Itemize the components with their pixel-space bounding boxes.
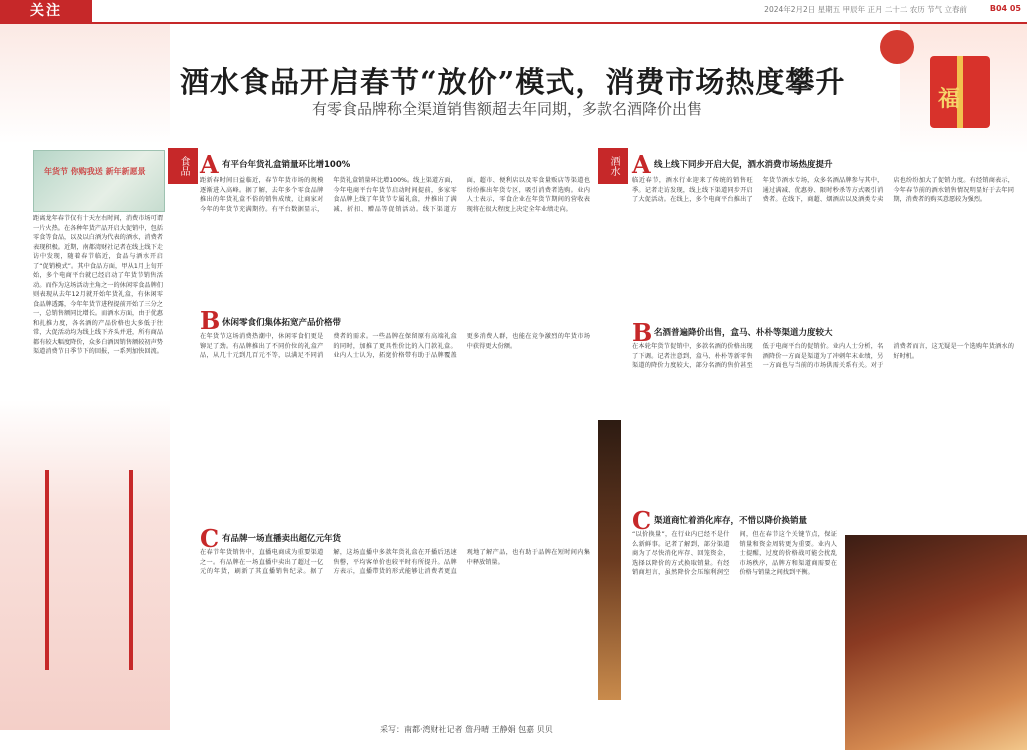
page-number: B04 05 <box>989 4 1021 13</box>
drinks-section-b-text: 在本轮年货节促销中，多款名酒的价格出现了下调。记者注意到，盒马、朴朴等新零售渠道的降价力度较大，部分名酒的售价甚至低于电商平台的促销价。业内人士分析，名酒降价一方面是渠道为了冲刺年末业绩，另一方面也与当前的市场供需关系有关。对于消费者而言，这无疑是一个选购年货酒水的好时机。 <box>632 343 1014 369</box>
fu-character-icon: 福 <box>938 86 961 112</box>
drinks-section-b-heading: 名酒普遍降价出售，盒马、朴朴等渠道力度较大 <box>654 328 833 338</box>
liquor-store-photo <box>845 535 1027 750</box>
drinks-section-a-letter: A <box>632 150 651 179</box>
drinks-section-b-letter: B <box>632 318 653 347</box>
drinks-section-a-text: 临近春节，酒水行业迎来了传统的销售旺季。记者走访发现，线上线下渠道同步开启了大促活动。在线上，多个电商平台推出了年货节酒水专场，众多名酒品牌参与其中，通过满减、优惠券、限时秒杀等方式吸引消费者。在线下，商超、烟酒店以及酒类专卖店也纷纷加大了促销力度。有经销商表示，今年春节前的酒水销售情况明显好于去年同期，消费者的购买意愿较为强烈。 <box>632 177 1014 203</box>
food-section-b-text: 在年货节这场消费热潮中，休闲零食们更是铆足了劲。有品牌推出了不同价位的礼盒产品，从几十元到几百元不等，以满足不同消费者的需求。一些品牌在保留原有高端礼盒的同时，加推了更具性价比的入门款礼盒。业内人士认为，拓宽价格带有助于品牌覆盖更多消费人群，也能在竞争激烈的年货市场中获得更大份额。 <box>200 333 590 359</box>
drinks-section-tag: 酒水 <box>598 148 628 184</box>
drinks-section-c-heading: 渠道商忙着消化库存，不惜以降价换销量 <box>654 516 808 526</box>
decor-left-top <box>0 24 170 144</box>
food-section-c-letter: C <box>200 524 220 553</box>
food-section-tag: 食品 <box>168 148 198 184</box>
food-section-b-letter: B <box>200 306 221 335</box>
lantern-icon <box>880 30 914 64</box>
food-section-c-heading: 有品牌一场直播卖出超亿元年货 <box>222 534 342 544</box>
sub-headline: 有零食品牌称全渠道销售额超去年同期，多款名酒降价出售 <box>312 100 703 118</box>
lead-photo <box>33 150 165 212</box>
sidebar-intro-text: 距离龙年春节仅有十天左右时间，消费市场可谓一片火热。在各种年货产品开启大促销中，包括零食等食品，以及以白酒为代表的酒水，消费者表现积极。近期，南都湾财社记者在线上线下走访中发现，随着春节临近，食品与酒水开启了“促销模式”。其中食品方面，甲从1月上旬开始，多个电商平台就已经启动了年货节销售活动。而作为这场活动主角之一的休闲零食品牌们则表现从去年12月就开始年货礼盒，有休闲零食品牌透露，今年年货节进程提前开始了三分之一，总销售额同比增长。而酒水方面，由于优惠和扎推力度，各名酒的产品价格也大多低于往常，大促活动均为线上线下齐头并进，所有商品都有较大幅度降价，众多白酒因销售额较初声势渠道消费节日季节下的回报，一系列加快回流。 <box>33 215 163 355</box>
lead-photo-caption: 年货节 你购我送 新年新愿景 <box>44 167 146 176</box>
food-section-a-heading: 有平台年货礼盒销量环比增100% <box>222 160 351 170</box>
food-section-b-heading: 休闲零食们集体拓宽产品价格带 <box>222 318 342 328</box>
drinks-section-c-text: “以价换量”，在行业内已经不是什么新鲜事。记者了解到，部分渠道商为了尽快消化库存、回笼资金，选择以降价的方式换取销量。有经销商坦言，虽然降价会压缩利润空间，但在春节这个关键节点，保证销量和资金周转更为重要。业内人士提醒，过度的价格战可能会扰乱市场秩序，品牌方和渠道商需要在价格与销量之间找到平衡。 <box>632 531 837 576</box>
food-section-a-letter: A <box>200 150 219 179</box>
food-section-c-text: 在春节年货销售中，直播电商成为重要渠道之一。有品牌在一场直播中卖出了超过一亿元的年货，刷新了其直播销售纪录。据了解，这场直播中多款年货礼盒在开播后迅速售罄，平均客单价也较平时有所提升。品牌方表示，直播带货的形式能够让消费者更直观地了解产品，也有助于品牌在短时间内集中释放销量。 <box>200 549 590 575</box>
drinks-section-c-letter: C <box>632 506 652 535</box>
liquor-shelf-photo-strip <box>598 420 621 700</box>
food-section-a-text: 距新春时间日益临近，春节年货市场的规模逐渐进入高峰。据了解，去年多个零食品牌推出的年货礼盒不俗的销售成绩，让商家对今年的年货节充满期待。有平台数据显示，年货礼盒销量环比增100%。线上渠道方面，今年电商平台年货节启动时间提前，多家零食品牌上线了年货节专属礼盒，并推出了满减、折扣、赠品等促销活动。线下渠道方面，超市、便利店以及零食量贩店等渠道也纷纷推出年货专区，吸引消费者选购。业内人士表示，零食企业在年货节期间的营收表现将在很大程度上决定全年业绩走向。 <box>200 177 590 213</box>
drinks-section-a-heading: 线上线下同步开启大促，酒水消费市场热度提升 <box>654 160 833 170</box>
byline: 采写：南都·湾财社记者 詹丹晴 王静娟 包嘉 贝贝 <box>380 725 553 734</box>
chinese-knot-icon <box>45 470 133 670</box>
headline: 酒水食品开启春节“放价”模式，消费市场热度攀升 <box>180 65 846 99</box>
section-tag: 关注 <box>0 0 92 22</box>
date-line: 2024年2月2日 星期五 甲辰年 正月 二十二 农历 节气 立春前 <box>764 5 967 14</box>
